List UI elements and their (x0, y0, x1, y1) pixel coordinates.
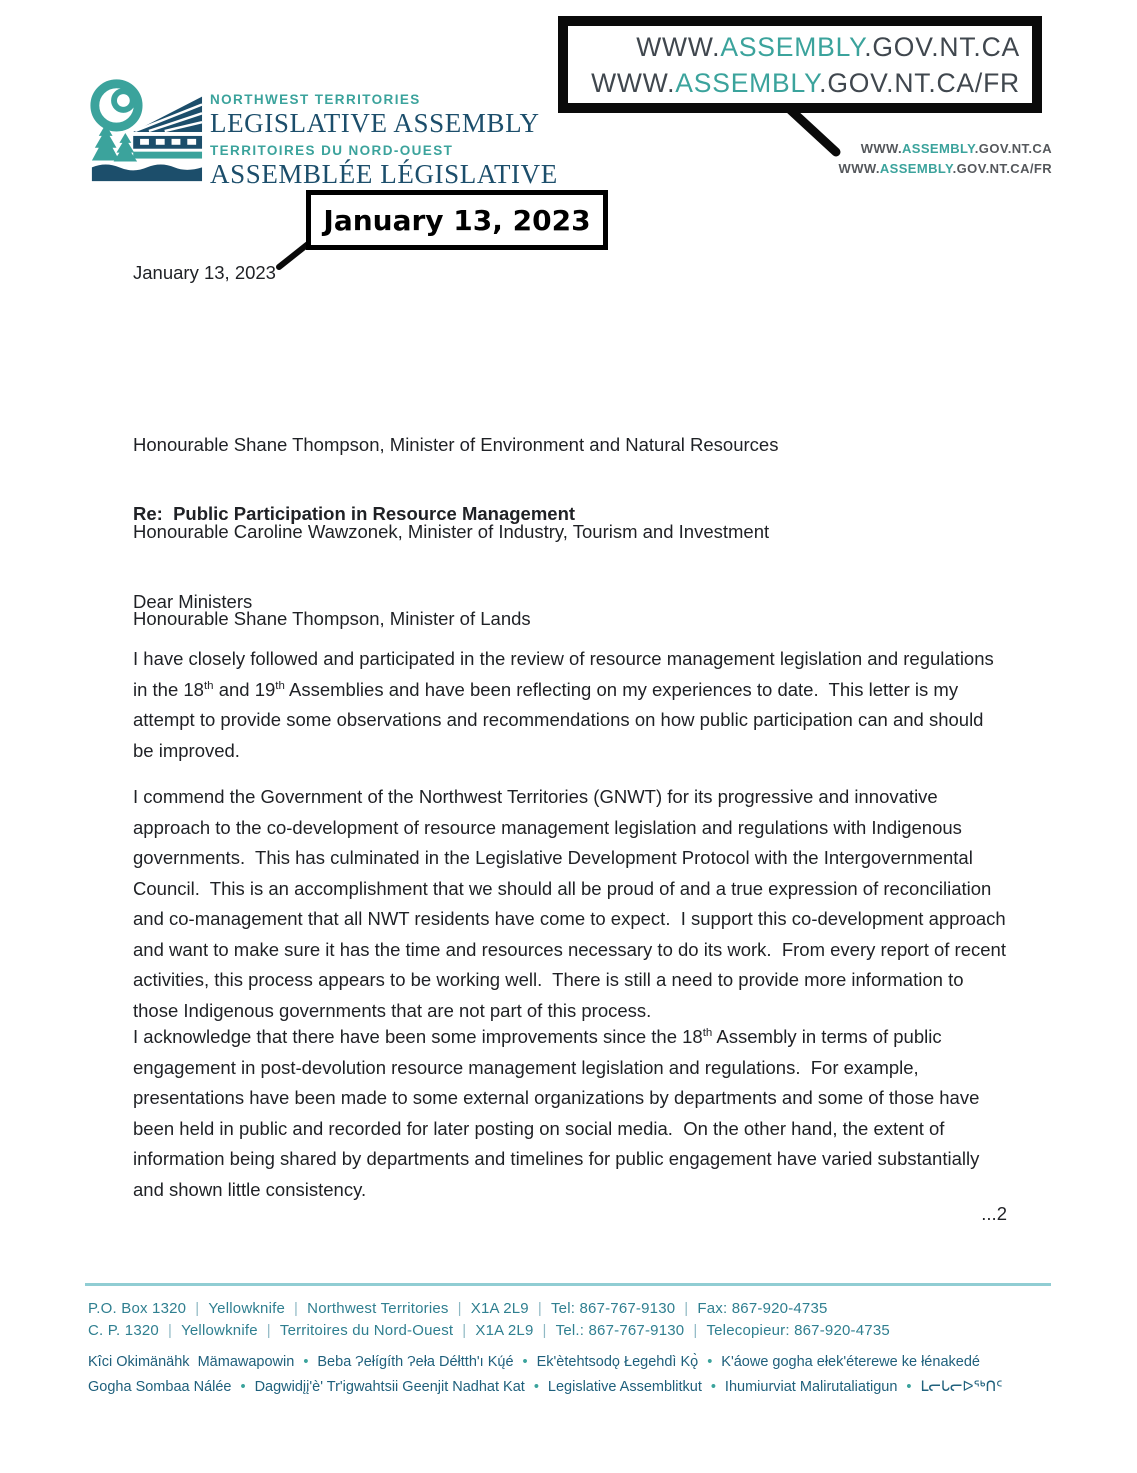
body-paragraph-3: I acknowledge that there have been some improvements since the 18th Assembly in terms of public engagement in post-devolution resource management legislation and regulations. For example, presentations have been made to some external organizations by departments and some of those have been held in public and recorded for later posting on social media. On the other hand, the extent of information being shared by departments and timelines for public engagement have varied substantially and shown little consistency. (133, 1026, 985, 1200)
letterhead-url-fr-brand: ASSEMBLY (879, 161, 953, 176)
legislative-assembly-logo-icon (86, 76, 204, 188)
url-fr-brand: ASSEMBLY (675, 67, 820, 98)
footer-contact-en: P.O. Box 1320 | Yellowknife | Northwest Territories | X1A 2L9 | Tel: 867-767-9130 | Fax: 867-920-4735 (88, 1300, 828, 1317)
org-name-fr-small: TERRITOIRES DU NORD-OUEST (210, 143, 454, 158)
recipient-line: Honourable Shane Thompson, Minister of Lands (133, 608, 531, 629)
url-en (636, 29, 1020, 65)
body-paragraph-2: I commend the Government of the Northwest Territories (GNWT) for its progressive and innovative approach to the co-development of resource management legislation and regulations with Indigenous governments. This has culminated in the Legislative Development Protocol with the Intergovernmental Council. This is an accomplishment that we should all be proud of and a true expression of reconciliation and co-management that all NWT residents have come to expect. I support this co-development approach and want to make sure it has the time and resources necessary to do its work. From every report of recent activities, this process appears to be working well. There is still a need to provide more information to those Indigenous governments that are not part of this process. (133, 786, 1012, 1021)
letter-date: January 13, 2023 (133, 262, 276, 283)
date-callout-label: January 13, 2023 (323, 203, 591, 237)
letterhead-url-fr-suffix: .GOV.NT.CA/FR (952, 161, 1052, 176)
recipient-line: Honourable Shane Thompson, Minister of Environment and Natural Resources (133, 434, 779, 455)
letterhead-url-fr (839, 159, 1052, 179)
org-name-en-main: LEGISLATIVE ASSEMBLY (210, 108, 540, 138)
org-name-en-small: NORTHWEST TERRITORIES (210, 92, 421, 107)
teal-band (133, 152, 202, 159)
water-wave (92, 164, 202, 181)
url-fr-suffix: .GOV.NT.CA/FR (819, 67, 1020, 98)
salutation: Dear Ministers (133, 591, 253, 612)
body-paragraph-1: I have closely followed and participated in the review of resource management legislation and regulations in the 18th and 19th Assemblies and have been reflecting on my experiences to date. This letter is my attempt to provide some observations and recommendations on how public participation can and should be improved. (133, 648, 999, 761)
footer-divider (85, 1283, 1051, 1286)
recipient-line: Honourable Caroline Wawzonek, Minister of Industry, Tourism and Investment (133, 521, 770, 542)
footer-languages-row2: Gogha Sombaa Nálée • Dagwidįį'è' Tr'igwahtsii Geenjit Nadhat Kat • Legislative Assemblitkut • Ihumiurviat Malirutaliatigun • ᒪᓕᒐᓕᐅᖅᑎᑦ (88, 1379, 1003, 1395)
url-en-suffix: .GOV.NT.CA (864, 31, 1020, 62)
url-en-brand: ASSEMBLY (720, 31, 865, 62)
letterhead-url-en (839, 139, 1052, 159)
url-en-prefix: WWW. (636, 31, 721, 62)
letterhead-url-en-brand: ASSEMBLY (902, 141, 975, 156)
url-fr-prefix: WWW. (591, 67, 676, 98)
letterhead-wordmark (210, 92, 558, 194)
letterhead-urls (839, 139, 1052, 179)
url-callout-box (558, 16, 1042, 113)
date-callout-box (306, 190, 608, 250)
footer-contact-fr: C. P. 1320 | Yellowknife | Territoires du Nord-Ouest | X1A 2L9 | Tel.: 867-767-9130 | Telecopieur: 867-920-4735 (88, 1322, 890, 1339)
page-continuation-marker: ...2 (981, 1203, 1007, 1224)
subject-line: Re: Public Participation in Resource Management (133, 503, 576, 524)
date-callout-arrow (279, 244, 308, 267)
letterhead-url-fr-prefix: WWW. (838, 161, 880, 176)
letterhead-url-en-prefix: WWW. (860, 141, 902, 156)
url-fr (591, 65, 1020, 101)
footer-languages-row1: Kîci Okimänähk Mämawapowin • Beba Ɂełígíth Ɂeła Déłtth'ı Kų́é • Ek'ètehtsodǫ Łegehdì Kǫ̀ • K'áowe gogha ełek'éterewe ke łénakedé (88, 1354, 980, 1370)
org-name-fr-main: ASSEMBLÉE LÉGISLATIVE (210, 159, 558, 189)
letterhead-url-en-suffix: .GOV.NT.CA (974, 141, 1052, 156)
